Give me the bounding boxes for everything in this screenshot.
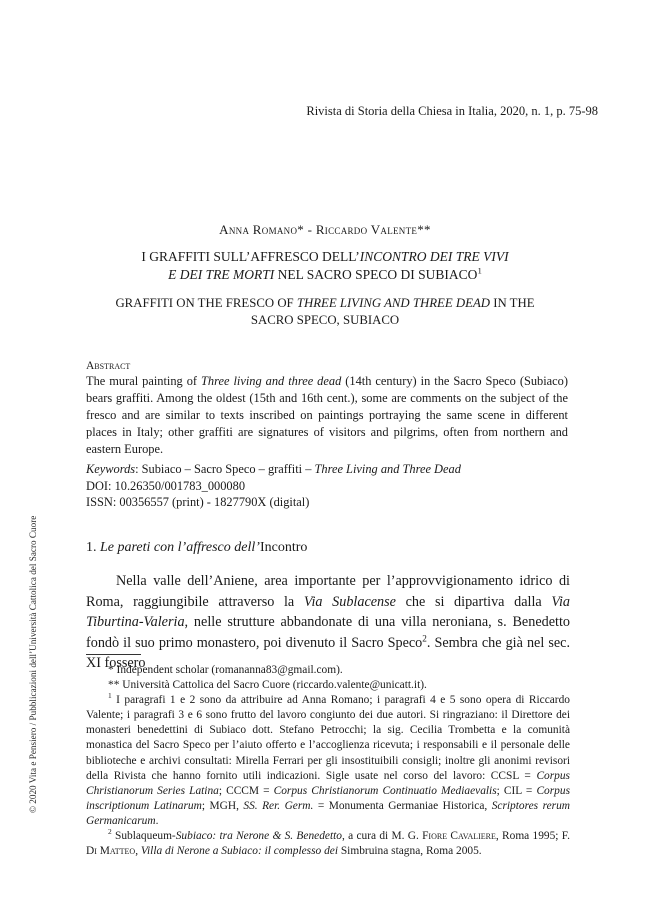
section-heading bbox=[86, 540, 307, 556]
footnote-author-1: * Independent scholar (romananna83@gmail.com). bbox=[108, 664, 343, 676]
section-title-italic: Le pareti con l’affresco dell’ bbox=[100, 540, 260, 555]
abstract-t3: (14th century) in the Sacro Speco (Subiaco) bears graffiti. Among the oldest (15th and 16th cent.), some are comments on the subject of the fresco and are similar to texts inscribed on paintings portraying the same scene in different places in Italy; other graffiti are signatures of visitors and pilgrims, often from northern and eastern Europe. bbox=[86, 374, 568, 456]
fn1-t5: = Monumenta Germaniae Historica, bbox=[313, 799, 492, 812]
article-metadata bbox=[86, 461, 568, 511]
title-footnote-ref[interactable]: 1 bbox=[477, 265, 482, 276]
fn2-sc2: Di Matteo bbox=[86, 845, 136, 858]
fn1-t2: ; CCCM = bbox=[218, 784, 274, 797]
body-t4: Via Tiburtina-Valeria bbox=[86, 593, 570, 630]
body-t6: . Sembra che già nel sec. XI fossero bbox=[86, 634, 570, 671]
sidebar-copyright: © 2020 Vita e Pensiero / Pubblicazioni dell’Università Cattolica del Sacro Cuore bbox=[28, 515, 38, 813]
author-separator: - bbox=[304, 222, 316, 237]
abstract-t1: The mural painting of bbox=[86, 374, 202, 388]
footnote-author-2: ** Università Cattolica del Sacro Cuore (riccardo.valente@unicatt.it). bbox=[108, 679, 427, 692]
title-en-part3: IN THE bbox=[490, 296, 535, 310]
footnotes bbox=[86, 663, 570, 859]
fn2-sc1: Fiore Cavaliere bbox=[422, 830, 496, 843]
footnote-1-number: 1 bbox=[108, 691, 112, 701]
journal-header: Rivista di Storia della Chiesa in Italia, 2020, n. 1, p. 75-98 bbox=[306, 104, 598, 118]
title-en-part4: SACRO SPECO, SUBIACO bbox=[250, 313, 400, 327]
fn1-t4: ; MGH, bbox=[201, 799, 244, 812]
fn1-i3: Corpus inscriptionum Latinarum bbox=[86, 784, 571, 812]
title-english bbox=[0, 295, 650, 329]
fn2-t2: , a cura di M. G. bbox=[341, 830, 423, 843]
abstract-text bbox=[86, 373, 568, 458]
fn2-i1: Subiaco: tra Nerone & S. Benedetto bbox=[175, 830, 342, 843]
fn1-t6: . bbox=[155, 814, 159, 827]
author-2: Riccardo Valente bbox=[315, 222, 418, 237]
section-title-roman: Incontro bbox=[259, 540, 308, 555]
title-en-part1: GRAFFITI ON THE FRESCO OF bbox=[115, 296, 297, 310]
title-en-part2: THREE LIVING AND THREE DEAD bbox=[296, 296, 491, 310]
keywords-label: Keywords bbox=[86, 462, 136, 476]
fn2-t3: , Roma 1995; F. bbox=[495, 830, 571, 843]
body-t5: , nelle strutture abbandonate di una villa neroniana, s. Benedetto fondò il suo primo monastero, poi divenuto il Sacro Speco bbox=[86, 614, 570, 651]
issn: ISSN: 00356557 (print) - 1827790X (digital) bbox=[86, 495, 310, 509]
body-text bbox=[86, 571, 570, 674]
footnote-rule bbox=[86, 654, 141, 655]
fn1-i2: Corpus Christianorum Continuatio Mediaevalis bbox=[273, 784, 497, 797]
body-t2: Via Sublacense bbox=[303, 593, 396, 610]
footnote-2 bbox=[86, 829, 570, 859]
authors bbox=[0, 222, 650, 238]
fn2-t5: Simbruina stagna, Roma 2005. bbox=[338, 845, 482, 858]
section-number: 1. bbox=[86, 540, 100, 555]
abstract-heading: Abstract bbox=[86, 360, 131, 372]
abstract-t2: Three living and three dead bbox=[201, 374, 342, 388]
title-it-part1: I GRAFFITI SULL’AFFRESCO DELL’ bbox=[141, 249, 360, 264]
body-t1: Nella valle dell’Aniene, area importante per l’approvvigionamento idrico di Roma, raggiungibile attraverso la bbox=[86, 573, 570, 610]
fn2-t4: , bbox=[135, 845, 141, 858]
fn1-i1: Corpus Christianorum Series Latina bbox=[86, 769, 570, 797]
author-1-mark: * bbox=[297, 222, 305, 237]
fn1-t3: ; CIL = bbox=[496, 784, 537, 797]
keywords-t2: Three Living and Three Dead bbox=[314, 462, 461, 476]
author-1: Anna Romano bbox=[219, 222, 298, 237]
keywords bbox=[86, 461, 568, 478]
fn1-i4: SS. Rer. Germ. bbox=[243, 799, 314, 812]
footnote-2-number: 2 bbox=[108, 827, 112, 837]
footnote-1 bbox=[86, 693, 570, 829]
doi[interactable]: DOI: 10.26350/001783_000080 bbox=[86, 478, 246, 493]
fn2-t1: Sublaqueum- bbox=[111, 830, 176, 843]
title-it-part4: NEL SACRO SPECO DI SUBIACO bbox=[274, 267, 478, 282]
keywords-t1: : Subiaco – Sacro Speco – graffiti – bbox=[135, 462, 315, 476]
title-italian bbox=[0, 248, 650, 284]
body-t3: che si dipartiva dalla bbox=[395, 593, 552, 610]
title-it-part2: INCONTRO DEI TRE VIVI bbox=[359, 249, 509, 264]
title-it-part3: E DEI TRE MORTI bbox=[168, 267, 275, 282]
fn1-t1: I paragrafi 1 e 2 sono da attribuire ad Anna Romano; i paragrafi 4 e 5 sono opera di Riccardo Valente; i paragrafi 3 e 6 sono frutto del lavoro congiunto dei due autori. Si ringraziano: il Direttore dei monasteri benedettini di Subiaco dott. Stefano Petrocchi; la sig. Cecilia Trombetta e la comunità monastica del Sacro Speco per l’aiuto offerto e l’accoglienza ricevuta; i responsabili e il personale delle biblioteche e archivi consultati: Mirella Ferrari per gli insostituibili consigli; inoltre gli anonimi revisori della Rivista che hanno fornito utili indicazioni. Sigle usate nel corso del lavoro: CCSL = bbox=[86, 694, 570, 782]
body-paragraph bbox=[86, 571, 570, 674]
body-footnote-ref[interactable]: 2 bbox=[422, 632, 427, 643]
fn1-i5: Scriptores rerum Germanicarum bbox=[86, 799, 570, 827]
author-2-mark: ** bbox=[417, 222, 431, 237]
fn2-i2: Villa di Nerone a Subiaco: il complesso dei bbox=[140, 845, 338, 858]
